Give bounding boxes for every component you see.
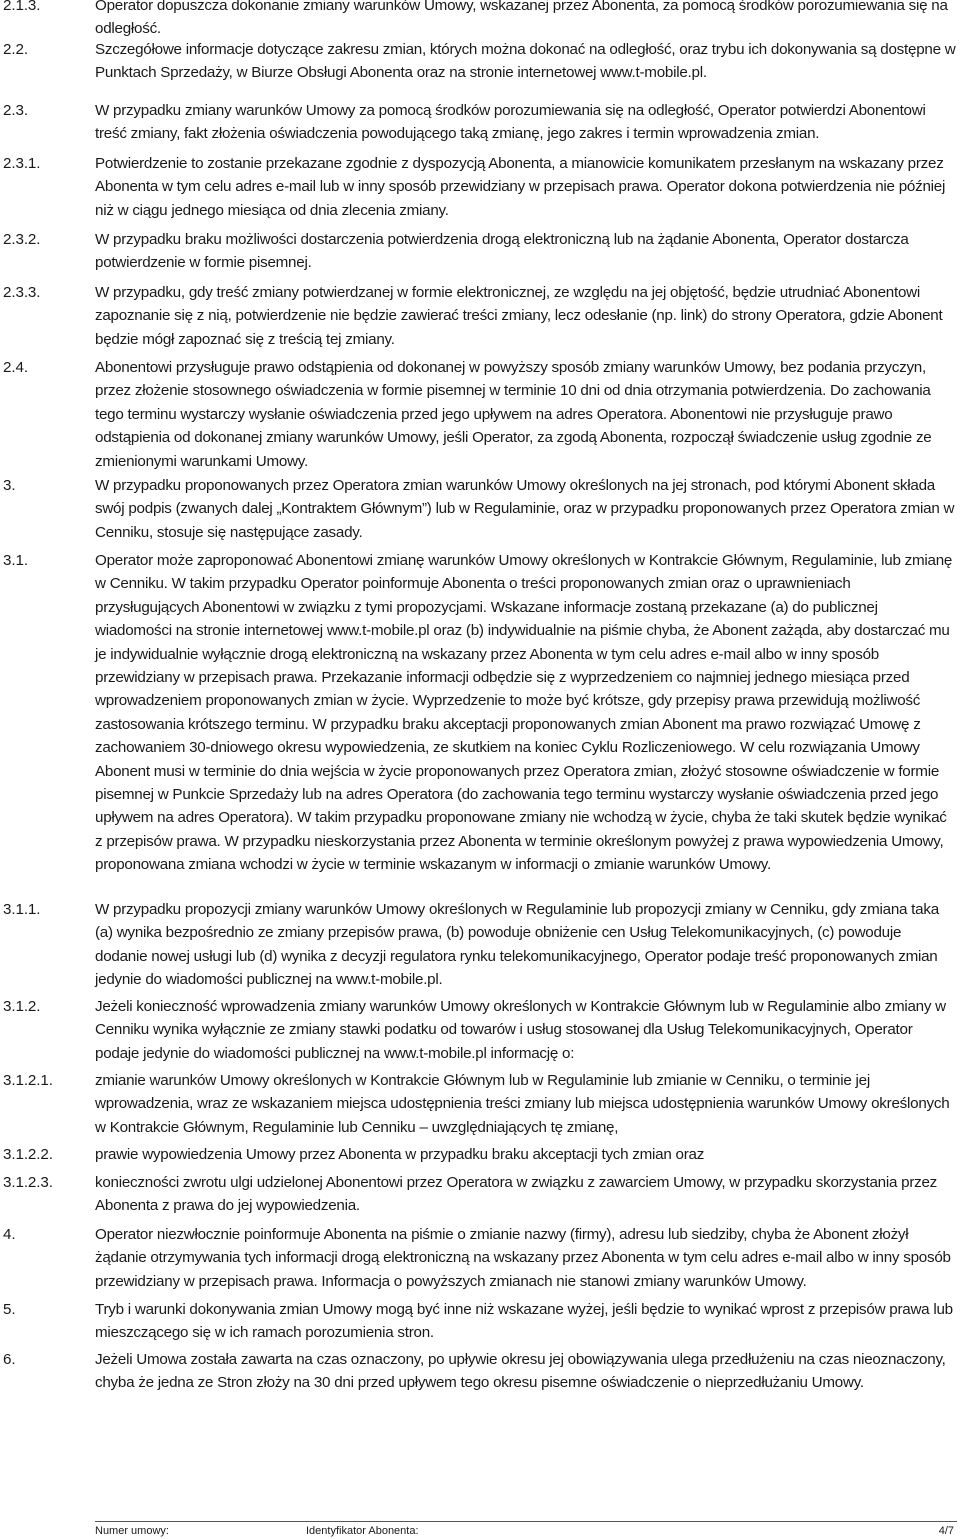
- clause-text: Operator może zaproponować Abonentowi zmianę warunków Umowy określonych w Kontrakcie Głównym, Regulaminie, lub zmianę w Cenniku. W takim przypadku Operator poinformuje Abonenta o treści proponowanych zmian oraz o uprawnieniach przysługujących Abonentowi w związku z tymi propozycjami. Wskazane informacje zostaną przekazane (a) do publicznej wiadomości na stronie internetowej www.t-mobile.pl oraz (b) indywidualnie na piśmie chyba, że Abonent zażąda, aby dostarczać mu je indywidualnie wyłącznie drogą elektroniczną na wskazany przez Abonenta w tym celu adres e-mail albo w inny sposób przewidziany w przepisach prawa. Przekazanie informacji odbędzie się z wyprzedzeniem co najmniej jednego miesiąca przed wprowadzeniem proponowanych zmian w życie. Wyprzedzenie to może być krótsze, gdy przepisy prawa przewidują możliwość zastosowania krótszego terminu. W przypadku braku akceptacji proponowanych zmian Abonent ma prawo rozwiązać Umowę z zachowaniem 30-dniowego okresu wypowiedzenia, ze skutkiem na koniec Cyklu Rozliczeniowego. W celu rozwiązania Umowy Abonent musi w terminie do dnia wejścia w życie proponowanych przez Operatora zmian, złożyć stosowne oświadczenie w formie pisemnej w Punkcie Sprzedaży lub na adres Operatora (do zachowania tego terminu wystarczy wysłanie oświadczenia przed jego upływem na adres Operatora). W takim przypadku proponowane zmiany nie wchodzą w życie, chyba że taki skutek będzie wynikać z przepisów prawa. W przypadku nieskorzystania przez Abonenta w terminie określonym powyżej z prawa wypowiedzenia Umowy, proponowana zmiana wchodzi w życie w terminie wskazanym w informacji o zmianie warunków Umowy.: [95, 552, 953, 874]
- clause-number: 5.: [3, 1301, 16, 1318]
- clause-text: Jeżeli Umowa została zawarta na czas oznaczony, po upływie okresu jej obowiązywania ulega przedłużeniu na czas nieoznaczony, chyba że jedna ze Stron złoży na 30 dni przed upływem tego okresu pisemne oświadczenie o nieprzedłużaniu Umowy.: [95, 1351, 946, 1392]
- clause-number: 2.2.: [3, 41, 28, 58]
- clause-text: Potwierdzenie to zostanie przekazane zgodnie z dyspozycją Abonenta, a mianowicie komunikatem przesłanym na wskazany przez Abonenta w tym celu adres e-mail lub w inny sposób przewidziany w przepisach prawa. Operator dokona potwierdzenia nie później niż w ciągu jednego miesiąca od dnia zlecenia zmiany.: [95, 155, 946, 219]
- clause-text: W przypadku braku możliwości dostarczenia potwierdzenia drogą elektroniczną lub na żądanie Abonenta, Operator dostarcza potwierdzenie w formie pisemnej.: [95, 231, 909, 272]
- clause-number: 2.3.3.: [3, 284, 41, 301]
- clause-text: konieczności zwrotu ulgi udzielonej Abonentowi przez Operatora w związku z zawarciem Umowy, w przypadku skorzystania przez Abonenta z prawa do jej wypowiedzenia.: [95, 1174, 938, 1215]
- clause-text: Szczegółowe informacje dotyczące zakresu zmian, których można dokonać na odległość, oraz trybu ich dokonywania są dostępne w Punktach Sprzedaży, w Biurze Obsługi Abonenta oraz na stronie internetowej www.t-mobile.pl.: [95, 41, 956, 82]
- clause-number: 2.3.1.: [3, 155, 41, 172]
- contract-number-label: Numer umowy:: [95, 1525, 169, 1537]
- clause-text: W przypadku propozycji zmiany warunków Umowy określonych w Regulaminie lub propozycji zmiany w Cenniku, gdy zmiana taka (a) wynika bezpośrednio ze zmiany przepisów prawa, (b) powoduje obniżenie cen Usług Telekomunikacyjnych, (c) powoduje dodanie nowej usługi lub (d) wynika z decyzji regulatora rynku telekomunikacyjnego, Operator podaje treść proponowanych zmian jedynie do wiadomości publicznej na www.t-mobile.pl.: [95, 901, 939, 989]
- clause-text: zmianie warunków Umowy określonych w Kontrakcie Głównym lub w Regulaminie lub zmianie w Cenniku, o terminie jej wprowadzenia, wraz ze wskazaniem miejsca udostępnienia treści zmiany lub miejsca udostępnienia warunków Umowy określonych w Kontrakcie Głównym, Regulaminie lub Cenniku – uwzględniających tę zmianę,: [95, 1072, 950, 1136]
- subscriber-id-label: Identyfikator Abonenta:: [306, 1525, 419, 1537]
- clause-number: 3.1.2.1.: [3, 1072, 53, 1089]
- clause-number: 3.1.2.: [3, 998, 41, 1015]
- clause-text: Tryb i warunki dokonywania zmian Umowy mogą być inne niż wskazane wyżej, jeśli będzie to wynikać wprost z przepisów prawa lub mieszczącego się w ich ramach porozumienia stron.: [95, 1301, 953, 1342]
- clause-number: 2.3.2.: [3, 231, 41, 248]
- clause-number: 3.: [3, 477, 16, 494]
- footer-divider: [95, 1521, 957, 1522]
- clause-text: W przypadku, gdy treść zmiany potwierdzanej w formie elektronicznej, ze względu na jej objętość, będzie utrudniać Abonentowi zapoznanie się z nią, potwierdzenie nie będzie zawierać treści zmiany, lecz odesłanie (np. link) do strony Operatora, gdzie Abonent będzie mógł zapoznać się z treścią tej zmiany.: [95, 284, 943, 348]
- clause-text: W przypadku proponowanych przez Operatora zmian warunków Umowy określonych na jej stronach, pod którymi Abonent składa swój podpis (zwanych dalej „Kontraktem Głównym”) lub w Regulaminie, oraz w przypadku proponowanych przez Operatora zmian w Cenniku, stosuje się następujące zasady.: [95, 477, 955, 541]
- clause-number: 2.4.: [3, 359, 28, 376]
- clause-text: Operator niezwłocznie poinformuje Abonenta na piśmie o zmianie nazwy (firmy), adresu lub siedziby, chyba że Abonent złożył żądanie otrzymywania tych informacji drogą elektroniczną na wskazany przez Abonenta w tym celu adres e-mail albo w inny sposób przewidziany w przepisach prawa. Informacja o powyższych zmianach nie stanowi zmiany warunków Umowy.: [95, 1226, 951, 1290]
- clause-text: Operator dopuszcza dokonanie zmiany warunków Umowy, wskazanej przez Abonenta, za pomocą środków porozumiewania się na odległość.: [95, 0, 948, 38]
- clause-number: 3.1.2.3.: [3, 1174, 53, 1191]
- clause-number: 6.: [3, 1351, 16, 1368]
- clause-number: 2.3.: [3, 102, 28, 119]
- clause-number: 3.1.2.2.: [3, 1146, 53, 1163]
- clause-text: Abonentowi przysługuje prawo odstąpienia od dokonanej w powyższy sposób zmiany warunków Umowy, bez podania przyczyn, przez złożenie stosownego oświadczenia w formie pisemnej w terminie 10 dni od dnia otrzymania potwierdzenia. Do zachowania tego terminu wystarczy wysłanie oświadczenia przed jego upływem na adres Operatora. Abonentowi nie przysługuje prawo odstąpienia od dokonanej zmiany warunków Umowy, jeśli Operator, za zgodą Abonenta, rozpoczął świadczenie usług zgodnie ze zmienionymi warunkami Umowy.: [95, 359, 932, 470]
- clause-text: prawie wypowiedzenia Umowy przez Abonenta w przypadku braku akceptacji tych zmian oraz: [95, 1146, 705, 1163]
- clause-text: W przypadku zmiany warunków Umowy za pomocą środków porozumiewania się na odległość, Operator potwierdzi Abonentowi treść zmiany, fakt złożenia oświadczenia powodującego taką zmianę, jego zakres i termin wprowadzenia zmian.: [95, 102, 926, 143]
- clause-number: 3.1.1.: [3, 901, 41, 918]
- clause-number: 4.: [3, 1226, 16, 1243]
- page-number: 4/7: [938, 1525, 954, 1537]
- clause-number: 3.1.: [3, 552, 28, 569]
- clause-number: 2.1.3.: [3, 0, 41, 14]
- clause-text: Jeżeli konieczność wprowadzenia zmiany warunków Umowy określonych w Kontrakcie Głównym lub w Regulaminie albo zmiany w Cenniku wynika wyłącznie ze zmiany stawki podatku od towarów i usług stosowanej dla Usług Telekomunikacyjnych, Operator podaje jedynie do wiadomości publicznej na www.t-mobile.pl informację o:: [95, 998, 946, 1062]
